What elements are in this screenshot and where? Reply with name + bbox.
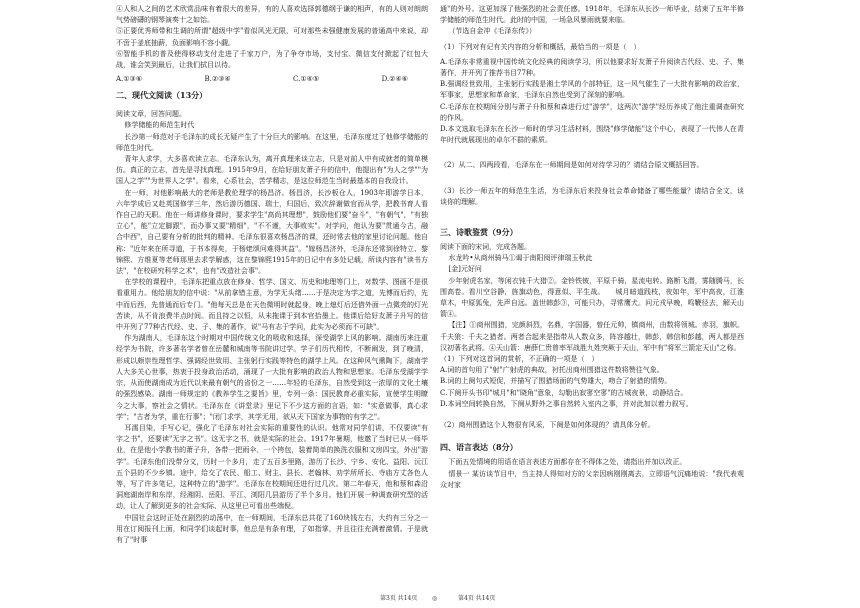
language-instruction: 下面五处情境的用语在语言表述方面都存在不得体之处，请指出并加以改正。 — [448, 458, 687, 467]
question-3: （3）长沙一师五年的师范生生活，为毛泽东后来投身社会革命储备了哪些能量？请结合全文，谈谈你的理解。 — [440, 186, 744, 206]
choice-d: D.②④⑥ — [381, 75, 408, 84]
option-4: ④人和人之间的艺术欣赏品味有着很大的差异，有的人喜欢选择郭德纲于谦的相声，有的人则对朗朗气势磅礴的钢琴演奏十之如饴。 — [116, 5, 428, 25]
option-5: ⑤正要优秀师带和生调的所谓"超级中学"看似风光无限，可对那些未强健康发展的普通高中来说，却不啻于釜底抽薪，负面影响不容小觑。 — [116, 27, 428, 47]
question-1-option-d: D.本文选取毛泽东在长沙一师时的学习生活材料，围绕"修学储能"这个中心，表现了一代伟人在青年时代就展现出的卓尔不群的素质。 — [440, 125, 744, 145]
section-4-title: 四、语言表达（8分） — [440, 442, 518, 453]
option-6: ⑥智能手机的普及使得移动支付走进了千家万户，为了争夺市场，支付宝、微信支付掀起了红包大战，谁会笑到最后，让我们拭目以待。 — [116, 49, 428, 70]
article-paragraph: 青年人求学，大多喜欢读立志。毛泽东认为，离开真理来谈立志，只是对前人中有成就者的简单模仿。真正的立志，首先是寻找真理。1915年9月，在给好朋友萧子升的信中，他提出有"为人之学""为国人之学""为世界人之学"。看来，心系社会，苦学精志，是这位师范生当时最基本的自我设计。 — [116, 155, 428, 186]
choice-a: A.①③⑥ — [116, 75, 143, 84]
article-paragraph-continued: 通"的外号。这更加深了他强烈的社会责任感。1918年，毛泽东从长沙一师毕业，结束了五年半修学储能的师范生时代。此时的中国，一场急风暴雨就要来临。 — [440, 5, 744, 25]
question-1-option-c: C.毛泽东在校期间分别与萧子升和蔡和森进行过"游学"，这两次"游学"经历养成了他注重调查研究的作风。 — [440, 102, 744, 122]
answer-choices — [116, 74, 428, 85]
poem-question-1-option-b: B.词的上阕句式短促，并描写了围猎场面的气势雄大，吻合了射猎的情势。 — [440, 377, 672, 386]
poem-author: [金]元好问 — [448, 265, 482, 274]
poem-question-1-option-d: D.本词空间转换自然，下阕从野外之事自然转入室内之事，并对此加以着力叙写。 — [440, 399, 693, 408]
left-column — [116, 4, 428, 546]
language-scenario-1: 情景一 某访谈节目中，当主持人得知对方的父亲因病刚刚离去，立即语气沉痛地说："我代表观众对家 — [440, 469, 744, 489]
poem-title: 水龙吟•从商州骑马①谒于南阳阅评律瑞玉秋此 — [448, 254, 593, 263]
poem-question-1-option-c: C.下阕开头书印"城月"和"晓角"意象，勾勒出寂寥空寥"的古城夜景，动静结合。 — [440, 388, 688, 397]
question-1: （1）下列对有记有关内容的分析和概括，最恰当的一项是（ ） — [440, 42, 641, 51]
poem-instruction: 阅读下面的宋词，完成各题。 — [440, 243, 531, 252]
right-column — [440, 4, 744, 491]
article-source: （节选自金冲《毛泽东传》） — [448, 27, 536, 36]
poem-question-2: （2）商州围猎这个人物很有风采，下阕是如何体现的？请具体分析。 — [440, 421, 655, 430]
article-paragraph: 中国社会这时正处在剧烈的动荡中，在一师期间，毛泽东总共花了160块钱左右，大约有三分之一用在订阅报刊上面，和同学们谈起时事，他总是有条有理，了如指掌，并且往往充满着激情。于是就有了"时事 — [116, 513, 428, 544]
poem-notes: 【注】①商州围猎，完颜斜烈，名鼎，字国器，曾任元帅，镇商州，由数将领城。赤羽，旗帜。千夫狼：千夫之猎者。两者合起来是指带从人数众多，阵容越壮，韩彭，韩信和彭越，两人都是西汉初著名武将。④天山箭：唐薛仁贵曾率军战胜九姓突厥于天山，军中有"将军三箭定天山"之称。 — [440, 321, 744, 352]
question-1-option-a: A.毛泽东非常重视中国传统文化经典的阅读学习，所以他要求好友萧子升阅读古代经、史、子、集著作，并开列了推荐书目77种。 — [440, 57, 744, 78]
binding-mark: ◎ — [432, 595, 438, 602]
question-1-option-b: B.强调经世致用，主张躬行实践是湘土学风的个部特征，这一风气催生了一大批有影响的政治家，军事家，思想家和革命家，毛泽东自然也受到了深刻的影响。 — [440, 80, 744, 100]
article-paragraph: 在学校的课程中，毛泽东把重点放在修身、哲学、国文、历史和地理等门上，对数学、图画不是很看重用力。他给朋友的信中说："从前拿错主意，为学无头绪……于是决定为学之道，先博而后约，先中而后西，先普通而后专门。"他每天总是在天色微明时就起身，晚上熄灯后还借外面一点微亮的灯光苦读，从不肯浪费半点时间。而且持之以恒，从未拖课于到本官拾墨上。他课后给好友萧子升写的信中开列了77种古代经、史、子、集的著作，说"马有志于学问，此实为必须而不可缺"。 — [116, 278, 428, 332]
page-number-left: 第3页 共14页 — [380, 595, 418, 602]
section-2-title: 二、现代文阅读（13分） — [116, 90, 208, 101]
choice-c: C.①④⑤ — [293, 75, 320, 84]
article-paragraph: 作为湖南人，毛泽东这个时期对中国传统文化的吸收和选择，深受湖学上风的影响。湖南历来注重经学为书院，许多著名学者曾在岳麓和城南等书院讲过学。学子们历代相传，不断阐发，到了晚清，形成以颇崇性理哲学、强调经世致用、主张躬行实践等特色的湖学上风。在这种风气熏陶下，湖南学人大多关心世事，热衷于投身政治活动，涌现了一大批有影响的政治人物和思想家。毛泽东受湖学学宗，从而使湖南成为近代以来最有朝气的省份之一……年轻的毛泽东，自然受到这一浓厚的文化土壤的强烈感染。湖南一师规定的《教养学生之要旨》里，专列一条：国民教育必重实际，宣使学生明瞭今之大事，察社会之情状。毛泽东在《讲堂录》里记下不少这方面的言语，如："实意做事，真心求学"；"古者为学，重在行事"；"闭门求学，其学无用，欲从天下国家为事物的有学之"。 — [116, 334, 428, 421]
question-2: （2）从二、四两段看，毛泽东在一师期间是如何对待学习的？请结合原文概括回答。 — [440, 161, 704, 170]
article-title: 修学储能的师范生时代 — [124, 121, 195, 130]
reading-instruction: 阅读文章，回答问题。 — [116, 110, 186, 119]
section-3-title: 三、诗歌鉴赏（9分） — [440, 227, 518, 238]
poem-body: 少年射虎名家，等闲衣钝千大猎②。金铃铁铍，平原千骑，星流电转。路断飞潜，雾随腾马，长围高卷。看川空谷静，旌旗动色，得意似、平生战。 城月暗道践枝，夜如年，军中高夜，江淮草木，中原狐兔，先声自远。盖世韩彭③，可能只办，寻常鹰犬。问元戎早晚，鸣鞭径去，解天山箭④。 — [440, 276, 744, 319]
page-number-right: 第4页 共14页 — [458, 595, 496, 602]
choice-b: B.②③④ — [204, 75, 231, 84]
poem-question-1: （1）下列对这首词的赏析，不正确的一项是（ ） — [440, 355, 599, 364]
article-paragraph: 在一师，对他影响最大的老师是教伦理学的杨昌济。杨昌济，长沙板仓人，1903年即游学日本，六年学成后又赴英国修学三年，然后游历德国、瑞士，归国后，致次辞谢做官而从学，把教书育人看作自己的天职。他在一师讲修身课时，要求学生"高尚其理想"，鼓励他们要"奋斗"，"有朝气"，"有独立心"，能"立定脚跟"，而办事又要"精细"，"不不谨，大事败实"。对学问，他认为要"贯通今古，融合中西"，自己要有分析的批判的精神。毛泽东很喜欢杨昌济的课，还时常去他的家里讨论问题。他自称："近年来在所寻道，于书本得矣，于杨姥颂问难得其益"。"嫁杨昌济外，毛泽东还常到徐特立、黎锦熙、方维夏等老师那里去求学解惑，这在黎锦熙1915年的日记中有多处记载，所谈内容有"读书方法"，"在校研究科学之术"，也有"改造社会事"。 — [116, 188, 428, 276]
article-paragraph: 长沙第一师范对于毛泽东的成长无疑产生了十分巨大的影响。在这里，毛泽东度过了他修学储能的师范生时代。 — [116, 132, 428, 152]
article-paragraph: 耳濡目染，手写心记，强化了毛泽东对社会实际的重要性的认识。他常对同学们讲，不仅要读"有字之书"，还要读"无字之书"。这无字之书，就是实际的社会。1917年暑期，他邀了当时已从一师毕业，在是他小学教书的萧子升，各带一把雨伞、一个挎包，装着简单的换洗衣服和文房四宝，外出"游学"。毛泽东他们没带分文，历时一个多月，走了五百多里路，游历了长沙、宁乡、安化、益阳、沅江五个县的不少乡镇。途中，给交了农民、船工、财主、县长、老翰林、劝学所所长、寺庙方丈各色人等，写了许多笔记，这种特立的"游学"。毛泽东在校期间还进行过几次。第二年春天，他和蔡和森沿洞庭湖南岸和东岸，经湘阴、岳阳、平江、浏阳几县游历了半个多月。他们开展一种调查研究型的活动，让人了解到更多的社会实际、从这里已可看出些端倪。 — [116, 423, 428, 511]
poem-question-1-option-a: A.词的首句用了"射"广射虎的典故，衬托出商州围猎这件数将赞往气象。 — [440, 366, 664, 375]
